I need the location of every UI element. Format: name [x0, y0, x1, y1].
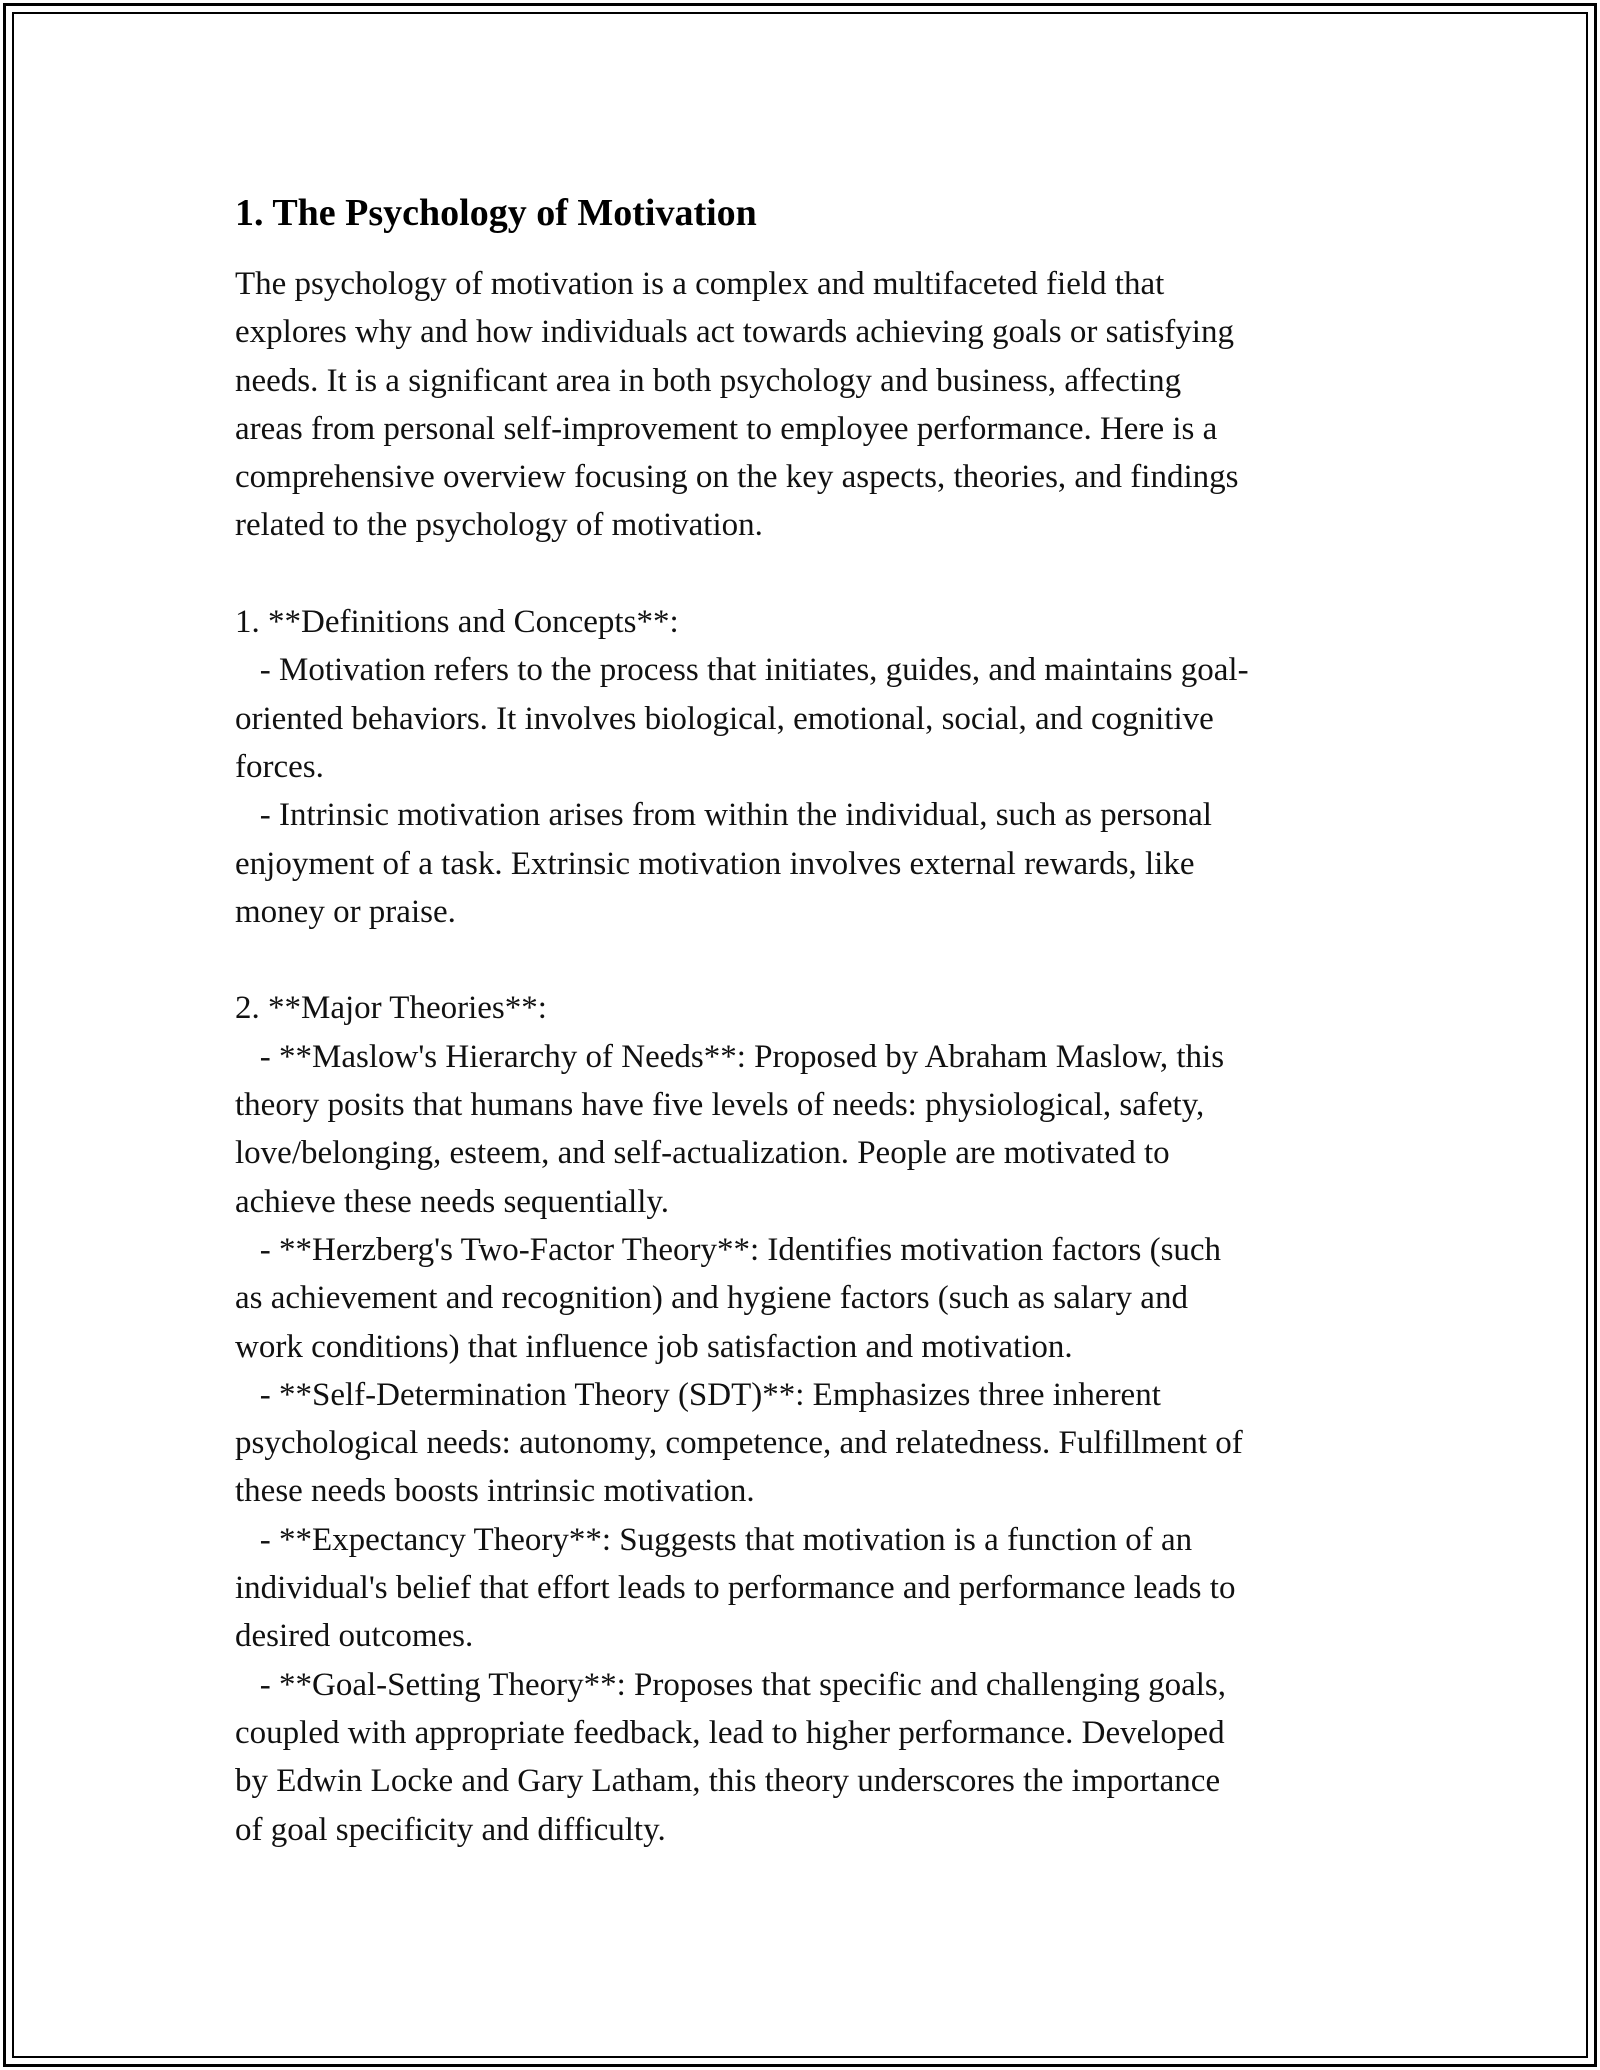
document-content	[235, 186, 1360, 1854]
body-text: The psychology of motivation is a complex and multifaceted field that explores why and how individuals act towards achieving goals or satisfying needs. It is a significant area in both psychology and business, affecting areas from personal self-improvement to employee performance. Here is a comprehensive overview focusing on the key aspects, theories, and findings related to the psychology of motivation. 1. **Definitions and Concepts**: - Motivation refers to the process that initiates, guides, and maintains goal- oriented behaviors. It involves biological, emotional, social, and cognitive forces. - Intrinsic motivation arises from within the individual, such as personal enjoyment of a task. Extrinsic motivation involves external rewards, like money or praise. 2. **Major Theories**: - **Maslow's Hierarchy of Needs**: Proposed by Abraham Maslow, this theory posits that humans have five levels of needs: physiological, safety, love/belonging, esteem, and self-actualization. People are motivated to achieve these needs sequentially. - **Herzberg's Two-Factor Theory**: Identifies motivation factors (such as achievement and recognition) and hygiene factors (such as salary and work conditions) that influence job satisfaction and motivation. - **Self-Determination Theory (SDT)**: Emphasizes three inherent psychological needs: autonomy, competence, and relatedness. Fulfillment of these needs boosts intrinsic motivation. - **Expectancy Theory**: Suggests that motivation is a function of an individual's belief that effort leads to performance and performance leads to desired outcomes. - **Goal-Setting Theory**: Proposes that specific and challenging goals, coupled with appropriate feedback, lead to higher performance. Developed by Edwin Locke and Gary Latham, this theory underscores the importance of goal specificity and difficulty.	[235, 266, 1249, 1848]
page-title: 1. The Psychology of Motivation	[235, 192, 757, 234]
